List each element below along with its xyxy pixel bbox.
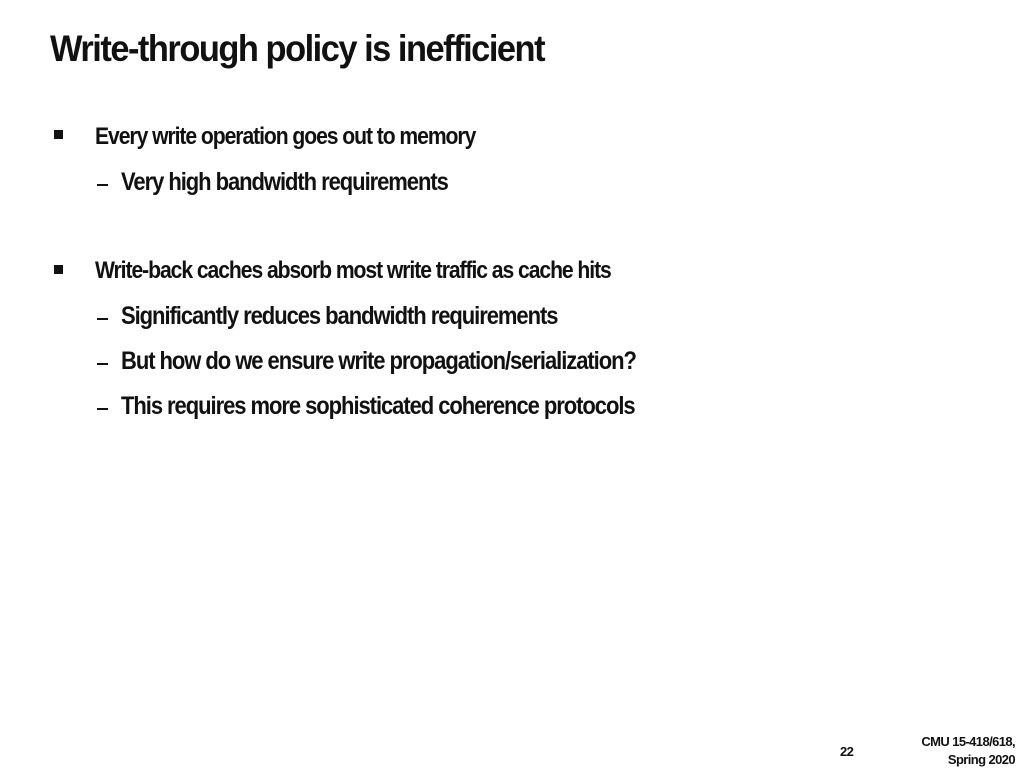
sub-bullet-text: This requires more sophisticated coherence protocols	[121, 392, 635, 420]
slide-title: Write-through policy is inefficient	[50, 28, 545, 69]
bullet-text: Write-back caches absorb most write traffic as cache hits	[95, 257, 611, 284]
bullet-square-icon	[54, 130, 63, 139]
sub-bullet-dash-icon	[97, 408, 108, 410]
sub-bullet-text: But how do we ensure write propagation/serialization?	[121, 347, 636, 375]
sub-bullet-dash-icon	[97, 363, 108, 365]
course-name: CMU 15-418/618,	[921, 734, 1015, 749]
sub-bullet-dash-icon	[97, 318, 108, 320]
page-number: 22	[840, 744, 854, 759]
course-label	[921, 733, 1015, 769]
sub-bullet-text: Very high bandwidth requirements	[121, 168, 448, 196]
sub-bullet-text: Significantly reduces bandwidth requirements	[121, 302, 558, 330]
sub-bullet-dash-icon	[97, 184, 108, 186]
course-term: Spring 2020	[947, 752, 1015, 767]
bullet-text: Every write operation goes out to memory	[95, 123, 476, 150]
bullet-square-icon	[54, 265, 63, 274]
